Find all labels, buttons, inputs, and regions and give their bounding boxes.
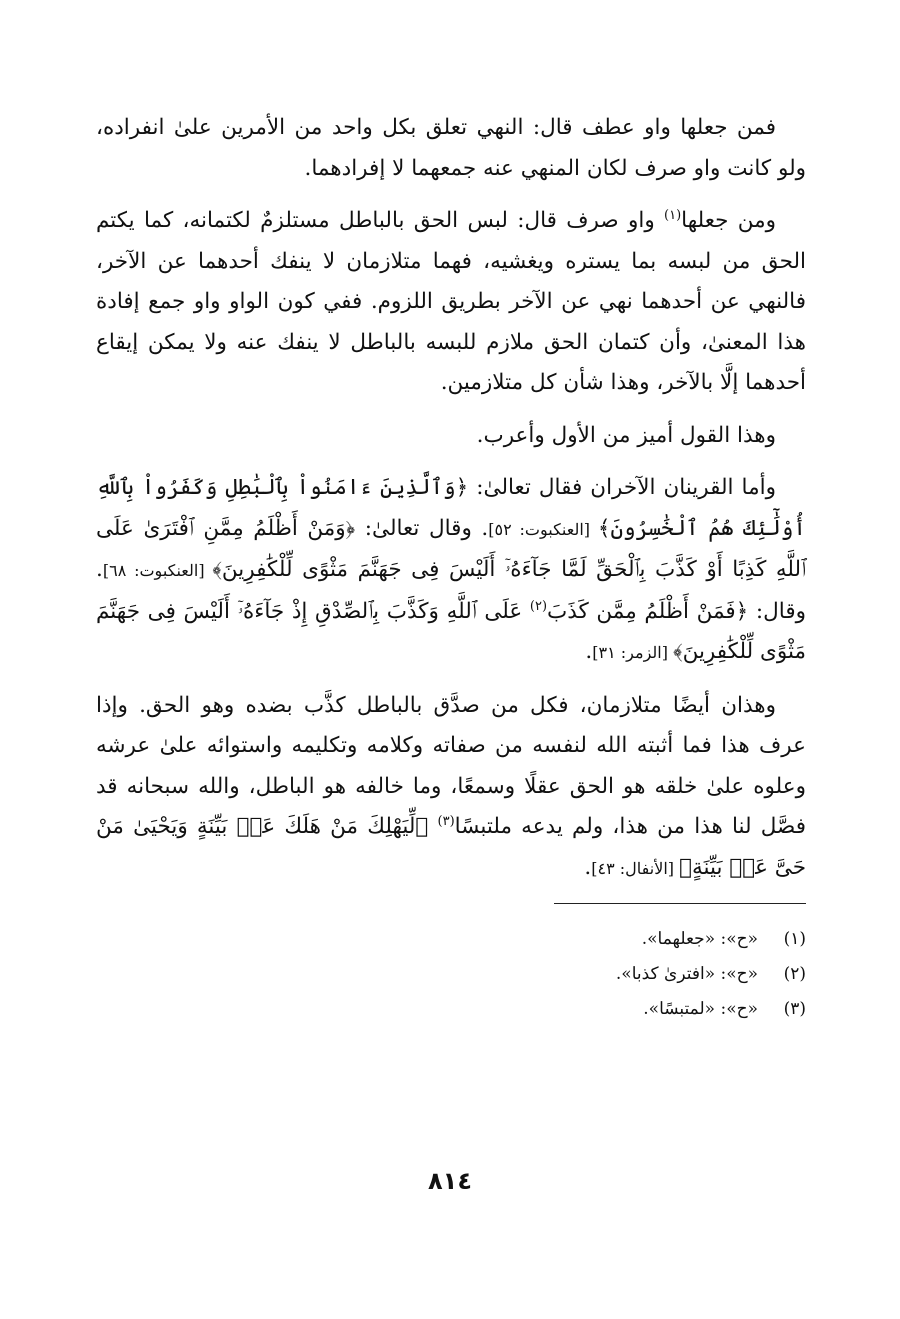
verse-reference-3: [الزمر: ٣١] bbox=[592, 643, 674, 662]
footnote-2 bbox=[96, 957, 806, 992]
page-body bbox=[96, 108, 806, 1027]
footnote-text: «ح»: «لمتبسًا». bbox=[643, 999, 758, 1019]
paragraph-5 bbox=[96, 686, 806, 890]
page-number: ٨١٤ bbox=[428, 1167, 472, 1195]
verse-reference-1: [العنكبوت: ٥٢] bbox=[488, 519, 598, 539]
footnote-marker-2[interactable]: (٢) bbox=[529, 598, 548, 614]
paragraph-2-before: ومن جعلها bbox=[681, 208, 776, 233]
quran-verse-3-start: ﴿فَمَنْ أَظْلَمُ مِمَّن كَذَبَ bbox=[547, 598, 749, 624]
verse-reference-2: [العنكبوت: ٦٨] bbox=[102, 561, 213, 580]
paragraph-5-mid bbox=[428, 814, 437, 839]
paragraph-4 bbox=[96, 468, 806, 674]
paragraph-5-before: وهذان أيضًا متلازمان، فكل من صدَّق بالباطل كذَّب بضده وهو الحق. وإذا عرف هذا فما أثبته الله لنفسه من صفاته وكلامه وتكليمه واستوائه علىٰ عرشه وعلوه علىٰ خلقه هو الحق عقلًا وسمعًا، وما خالفه هو الباطل، والله سبحانه قد فصَّل لنا هذا من هذا، ولم يدعه ملتبسًا bbox=[96, 692, 806, 839]
quran-verse-4: ﴿لِّيَهْلِكَ مَنْ هَلَكَ عَنۢ بَيِّنَةٍ وَيَحْيَىٰ مَنْ حَىَّ عَنۢ بَيِّنَةٍ﴾ bbox=[96, 814, 806, 880]
paragraph-2-after: واو صرف قال: لبس الحق بالباطل مستلزمٌ لكتمانه، كما يكتم الحق من لبسه بما يستره ويغشيه، فهما متلازمان لا ينفك أحدهما عن الآخر، فالنهي عن أحدهما نهي عن الآخر بطريق اللزوم. ففي كون الواو واو جمع إفادة هذا المعنىٰ، وأن كتمان الحق ملازم للبسه بالباطل لا ينفك عنه ولا يمكن إيقاع أحدهما إلَّا بالآخر، وهذا شأن كل متلازمين. bbox=[96, 208, 806, 395]
quran-verse-1: ﴿وَٱلَّذِينَ ءَامَنُواْ بِٱلْبَٰطِلِ وَكَفَرُواْ بِٱللَّهِ أُوْلَٰٓئِكَ هُمُ ٱلْخَٰسِرُونَ﴾ bbox=[96, 475, 806, 541]
paragraph-5-end: . bbox=[584, 854, 592, 880]
footnote-number: (٢) bbox=[783, 964, 806, 984]
paragraph-3-text: وهذا القول أميز من الأول وأعرب. bbox=[476, 422, 776, 448]
footnote-1 bbox=[96, 922, 806, 957]
paragraph-1 bbox=[96, 108, 806, 189]
verse-reference-4: [الأنفال: ٤٣] bbox=[591, 858, 680, 878]
quran-verse-3-end: عَلَى ٱللَّهِ وَكَذَّبَ بِٱلصِّدْقِ إِذْ جَآءَهُۥٓ أَلَيْسَ فِى جَهَنَّمَ مَثْوًى لِّلْكَٰفِرِينَ﴾ bbox=[96, 598, 806, 664]
paragraph-3 bbox=[96, 416, 806, 457]
paragraph-4-end: . bbox=[585, 639, 593, 664]
footnote-divider bbox=[554, 903, 806, 904]
footnotes bbox=[96, 922, 806, 1027]
footnote-number: (٣) bbox=[783, 999, 806, 1019]
paragraph-2 bbox=[96, 201, 806, 404]
quran-verse-2: ﴿وَمَنْ أَظْلَمُ مِمَّنِ ٱفْتَرَىٰ عَلَى ٱللَّهِ كَذِبًا أَوْ كَذَّبَ بِٱلْحَقِّ لَمَّا جَآءَهُۥٓ أَلَيْسَ فِى جَهَنَّمَ مَثْوًى لِّلْكَٰفِرِينَ﴾ bbox=[96, 515, 806, 582]
footnote-number: (١) bbox=[783, 929, 806, 949]
paragraph-4-mid-2: . وقال: bbox=[96, 557, 806, 624]
footnote-marker-1[interactable]: (١) bbox=[664, 207, 682, 223]
footnote-marker-3[interactable]: (٣) bbox=[437, 813, 455, 829]
paragraph-4-intro: وأما القرينان الآخران فقال تعالىٰ: bbox=[468, 475, 776, 500]
footnote-3 bbox=[96, 992, 806, 1027]
paragraph-1-text: فمن جعلها واو عطف قال: النهي تعلق بكل واحد من الأمرين علىٰ انفراده، ولو كانت واو صرف لكان المنهي عنه جمعهما لا إفرادهما. bbox=[96, 115, 806, 181]
footnote-text: «ح»: «جعلهما». bbox=[641, 929, 758, 949]
paragraph-4-mid-1: . وقال تعالىٰ: bbox=[355, 515, 489, 541]
footnote-text: «ح»: «افترىٰ كذبا». bbox=[615, 964, 758, 984]
